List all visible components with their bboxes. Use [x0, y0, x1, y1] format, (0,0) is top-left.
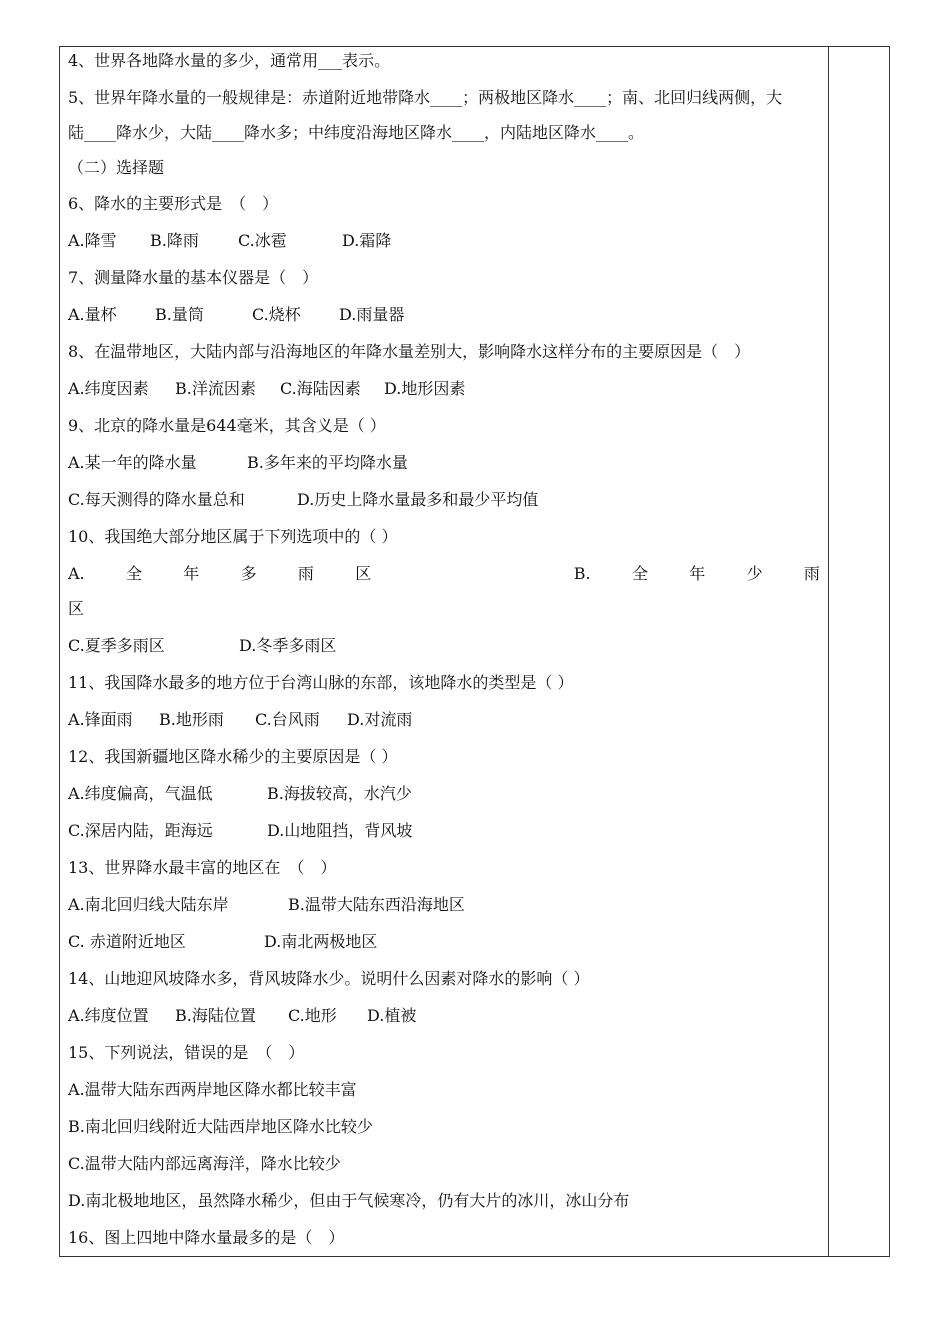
- question-4: 4、世界各地降水量的多少，通常用___表示。: [68, 51, 391, 70]
- question-6-options: [68, 229, 820, 253]
- option-b: B.洋流因素: [175, 379, 256, 398]
- option-b: B.量筒: [155, 305, 204, 324]
- option-a: A.量杯: [68, 305, 117, 324]
- option-a: A.纬度偏高，气温低: [68, 784, 213, 803]
- option-d: D.冬季多雨区: [239, 636, 337, 655]
- option-b-char: 全: [631, 564, 648, 583]
- question-15-option-c: C.温带大陆内部远离海洋，降水比较少: [68, 1154, 341, 1173]
- option-a: A.纬度位置: [68, 1006, 149, 1025]
- option-a: A.锋面雨: [68, 710, 133, 729]
- option-a-char: 多: [240, 564, 257, 583]
- option-c: C.深居内陆，距海远: [68, 821, 213, 840]
- option-a-char: 年: [183, 564, 200, 583]
- question-9: 9、北京的降水量是644毫米，其含义是（ ）: [68, 416, 386, 435]
- question-15: 15、下列说法，错误的是 （ ）: [68, 1043, 305, 1062]
- option-a: A.纬度因素: [68, 379, 149, 398]
- question-12: 12、我国新疆地区降水稀少的主要原因是（ ）: [68, 747, 398, 766]
- option-c: C.烧杯: [252, 305, 301, 324]
- question-8: 8、在温带地区，大陆内部与沿海地区的年降水量差别大，影响降水这样分布的主要原因是（ ）: [68, 342, 751, 361]
- option-b: B.多年来的平均降水量: [247, 453, 408, 472]
- option-a-letter: A.: [68, 564, 85, 583]
- question-5-line-1: 5、世界年降水量的一般规律是：赤道附近地带降水____；两极地区降水____；南、北回归线两侧，大: [68, 88, 783, 107]
- question-11: 11、我国降水最多的地方位于台湾山脉的东部，该地降水的类型是（ ）: [68, 673, 574, 692]
- question-15-option-d: D.南北极地地区，虽然降水稀少，但由于气候寒冷，仍有大片的冰川，冰山分布: [68, 1191, 630, 1210]
- option-c: C.每天测得的降水量总和: [68, 490, 245, 509]
- option-c: C.海陆因素: [280, 379, 361, 398]
- option-b: B.海陆位置: [175, 1006, 256, 1025]
- question-13: 13、世界降水最丰富的地区在 （ ）: [68, 858, 337, 877]
- option-b: B.海拔较高，水汽少: [267, 784, 412, 803]
- question-15-option-b: B.南北回归线附近大陆西岸地区降水比较少: [68, 1117, 373, 1136]
- option-a-char: 雨: [297, 564, 314, 583]
- question-13-options-row-2: [68, 930, 820, 954]
- section-heading-choice: （二）选择题: [68, 158, 165, 177]
- option-c: C. 赤道附近地区: [68, 932, 186, 951]
- question-16: 16、图上四地中降水量最多的是（ ）: [68, 1228, 345, 1247]
- option-a: A.降雪: [68, 231, 117, 250]
- option-b: B.温带大陆东西沿海地区: [288, 895, 465, 914]
- option-b: B.降雨: [150, 231, 199, 250]
- option-a-char: 区: [355, 564, 372, 583]
- question-7-options: [68, 303, 820, 327]
- option-c: C.夏季多雨区: [68, 636, 165, 655]
- option-d: D.南北两极地区: [264, 932, 378, 951]
- option-c: C.地形: [288, 1006, 337, 1025]
- option-b-char: 少: [746, 564, 763, 583]
- question-10-options-row-1: [68, 562, 820, 586]
- question-8-options: [68, 377, 820, 401]
- question-11-options: [68, 708, 820, 732]
- option-b: B.地形雨: [159, 710, 224, 729]
- table-column-divider: [828, 46, 829, 1257]
- option-d: D.历史上降水量最多和最少平均值: [297, 490, 539, 509]
- option-d: D.霜降: [342, 231, 392, 250]
- question-12-options-row-1: [68, 782, 820, 806]
- option-b-char: 雨: [803, 564, 820, 583]
- question-10: 10、我国绝大部分地区属于下列选项中的（ ）: [68, 527, 398, 546]
- question-15-option-a: A.温带大陆东西两岸地区降水都比较丰富: [68, 1080, 357, 1099]
- option-a: A.南北回归线大陆东岸: [68, 895, 229, 914]
- option-d: D.雨量器: [339, 305, 405, 324]
- option-d: D.地形因素: [384, 379, 466, 398]
- option-d: D.对流雨: [347, 710, 413, 729]
- question-6: 6、降水的主要形式是 （ ）: [68, 194, 279, 213]
- question-12-options-row-2: [68, 819, 820, 843]
- question-14: 14、山地迎风坡降水多，背风坡降水少。说明什么因素对降水的影响（ ）: [68, 969, 590, 988]
- question-7: 7、测量降水量的基本仪器是（ ）: [68, 268, 319, 287]
- question-5-line-2: 陆____降水少，大陆____降水多；中纬度沿海地区降水____，内陆地区降水____。: [68, 123, 645, 142]
- option-c: C.冰雹: [238, 231, 287, 250]
- option-a: A.某一年的降水量: [68, 453, 197, 472]
- question-13-options-row-1: [68, 893, 820, 917]
- question-9-options-row-2: [68, 488, 820, 512]
- option-b-char: 年: [689, 564, 706, 583]
- question-10-option-b-tail: 区: [68, 599, 85, 618]
- question-10-options-row-2: [68, 634, 820, 658]
- option-d: D.植被: [367, 1006, 417, 1025]
- question-9-options-row-1: [68, 451, 820, 475]
- question-14-options: [68, 1004, 820, 1028]
- spacer: [413, 562, 533, 586]
- option-a-char: 全: [125, 564, 142, 583]
- option-c: C.台风雨: [255, 710, 320, 729]
- option-d: D.山地阻挡，背风坡: [267, 821, 413, 840]
- option-b-letter: B.: [573, 564, 591, 583]
